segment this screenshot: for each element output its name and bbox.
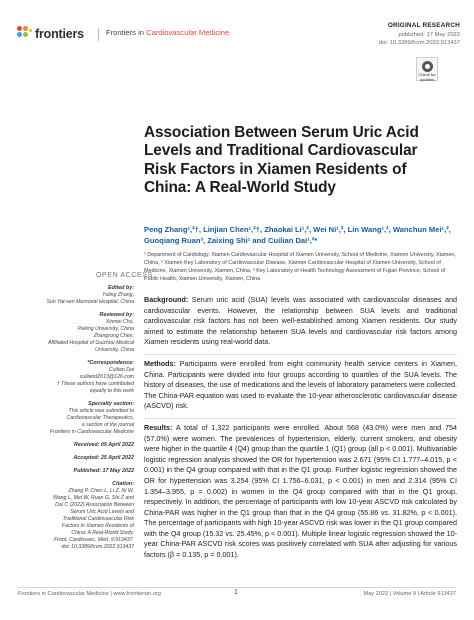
affiliations: ¹ Department of Cardiology, Xiamen Cardiovascular Hospital of Xiamen University, School of Medicine, Xiamen University, Xiamen, China, ² Xiamen Key Laboratory of Cardiovascular Disease, Xiamen Cardiovascular Hospital of Xiamen University, School of Medicine, Xiamen University, Xiamen, China, ³ Key Laboratory of Health Technology Assessment of Fujian Province, School of Public Health, Xiamen University, Xiamen, China (144, 252, 456, 282)
page-number: 1 (234, 589, 238, 596)
journal-name[interactable] (106, 28, 229, 37)
sidebar-value: † These authors have contributed (56, 381, 134, 387)
abstract-heading: Methods: (144, 358, 176, 368)
sidebar-section (18, 455, 134, 462)
open-access-label: OPEN ACCESS (96, 272, 153, 279)
sidebar-label: *Correspondence: (87, 360, 134, 366)
sidebar-section (18, 401, 134, 436)
sidebar-value: Peking University, China (77, 326, 134, 332)
sidebar-label: Accepted: 25 April 2022 (73, 455, 134, 461)
journal-prefix: Frontiers in (106, 28, 144, 37)
sidebar-section (18, 442, 134, 449)
logo-text: frontiers (35, 26, 84, 41)
article-sidebar (18, 285, 134, 557)
sidebar-value: Frontiers in Cardiovascular Medicine (49, 429, 134, 435)
sidebar-label: Published: 17 May 2022 (73, 468, 134, 474)
footer-journal[interactable]: Frontiers in Cardiovascular Medicine | www.frontiersin.org (18, 591, 161, 597)
article-title: Association Between Serum Uric Acid Levels and Traditional Cardiovascular Risk Factors in Xiamen Residents of China: A Real-World Study (144, 124, 419, 197)
sidebar-label: Reviewed by: (99, 312, 134, 318)
sidebar-section (18, 312, 134, 354)
sidebar-section (18, 481, 134, 551)
sidebar-value: Factors in Xiamen Residents of (61, 523, 134, 529)
abstract-text: Serum uric acid (SUA) levels was associated with cardiovascular diseases and cardiovascular events. However, the relationship between SUA levels and traditional cardiovascular risk factors has not been well-established among Xiamen residents. Our study aimed to estimate the relationship between SUA levels and cardiovascular risk factors among Xiamen residents using real-world data. (144, 295, 457, 347)
article-meta (379, 22, 460, 48)
abstract-paragraph (144, 359, 457, 419)
sidebar-value: Traditional Cardiovascular Risk (62, 516, 134, 522)
sidebar-label: Specialty section: (88, 401, 134, 407)
sidebar-value: Wang L, Mei W, Ruan G, Shi Z and (52, 495, 134, 501)
sidebar-value: Serum Uric Acid Levels and (70, 509, 134, 515)
sidebar-section (18, 360, 134, 395)
abstract-paragraph (144, 423, 457, 567)
sidebar-value: Affiliated Hospital of Guizhou Medical (48, 340, 134, 346)
sidebar-value: Cuilian Dai (108, 367, 134, 373)
sidebar-value: Zhang P, Chen L, Li Z, Ni W, (68, 488, 134, 494)
sidebar-value[interactable]: cuiliand2013@126.com (79, 374, 134, 380)
sidebar-value: Zhangrong Chen, (93, 333, 134, 339)
check-for-updates-badge[interactable] (416, 57, 438, 81)
abstract (144, 295, 457, 571)
sidebar-section (18, 285, 134, 306)
author-list[interactable]: Peng Zhang¹,²†, Linjian Chen¹,²†, Zhaokai Li¹,², Wei Ni¹,², Lin Wang¹,², Wanchun Mei¹,², Guoqiang Ruan³, Zaixing Shi¹ and Cuilian Dai¹,²* (144, 225, 451, 245)
sidebar-value: Dai C (2022) Association Between (55, 502, 134, 508)
sidebar-value: China: A Real-World Study. (71, 530, 134, 536)
sidebar-section (18, 468, 134, 475)
sidebar-label: Received: 05 April 2022 (73, 442, 134, 448)
frontiers-logo-icon (17, 26, 32, 41)
sidebar-value: Sun Yat-sen Memorial Hospital, China (46, 299, 134, 305)
page-header (8, 24, 466, 46)
header-divider (98, 28, 99, 41)
sidebar-value[interactable]: doi: 10.3389/fcvm.2022.913437 (61, 544, 134, 550)
check-updates-label: Check for updates (418, 72, 436, 82)
abstract-paragraph (144, 295, 457, 355)
sidebar-value: Yuling Zhang, (102, 292, 134, 298)
sidebar-value: University, China (95, 347, 134, 353)
sidebar-value: equally to this work (89, 388, 134, 394)
abstract-text: Participants were enrolled from eight community health service centers in Xiamen, China. Participants were divided into four groups according to quartiles of the SUA levels. The history of diseases, the use of medications and the levels of laboratory parameters were collected. The China-PAR equation was used to evaluate the 10-year atherosclerotic cardiovascular disease (ASCVD) risk. (144, 358, 458, 411)
sidebar-value: a section of the journal (81, 422, 134, 428)
sidebar-value: Xinmei Chu, (105, 319, 134, 325)
footer-volume: May 2022 | Volume 9 | Article 913437 (363, 591, 456, 597)
sidebar-value: Cardiovascular Therapeutics, (66, 415, 134, 421)
abstract-heading: Background: (144, 295, 189, 304)
sidebar-value: Front. Cardiovasc. Med. 9:913437. (54, 537, 134, 543)
footer-divider (18, 587, 456, 588)
sidebar-label: Citation: (112, 481, 134, 487)
abstract-heading: Results: (144, 422, 173, 432)
sidebar-value: This article was submitted to (68, 408, 134, 414)
sidebar-label: Edited by: (107, 285, 134, 291)
article-doi[interactable]: doi: 10.3389/fcvm.2022.913437 (378, 40, 460, 47)
check-updates-icon (422, 61, 433, 72)
published-date: published: 17 May 2022 (398, 31, 460, 38)
journal-title: Cardiovascular Medicine (146, 28, 230, 37)
article-type: ORIGINAL RESEARCH (387, 22, 460, 29)
abstract-text: A total of 1,322 participants were enrolled. About 568 (43.0%) were men and 754 (57.0%) were women. The prevalences of hypertension, elderly, current smokers, and obesity were higher in the quartile 4 (Q4) group than the quartile 1 (Q1) group (all p < 0.001). Multivariable logistic regression analysis showed the OR for hypertension was 2.671 (95% CI 1.777–4.015, p < 0.001) in the Q4 group compared with that in the Q1 group. Further logistic regression showed the OR for hypertension was 3.254 (95% CI 1.756–6.031, p < 0.001) in men and 2.314 (95% CI 1.354–3.955, p = 0.002) in women in the Q4 group compared with that in the Q1 group, respectively. In addition, the percentage of participants with low 10-year ASCVD risk calculated by China-PAR was higher in the Q1 group than that in the Q4 group (55.86 vs. 31.82%, p < 0.001). The percentage of participants with high 10-year ASCVD risk was lower in the Q1 group compared with the Q4 group (15.32 vs. 25.45%, p < 0.001). Multiple linear logistic regression showed the 10-year China-PAR ASCVD risk scores was positively correlated with SUA after adjusting for various factors (β = 0.135, p = 0.001). (144, 422, 457, 560)
frontiers-logo[interactable] (17, 26, 84, 41)
